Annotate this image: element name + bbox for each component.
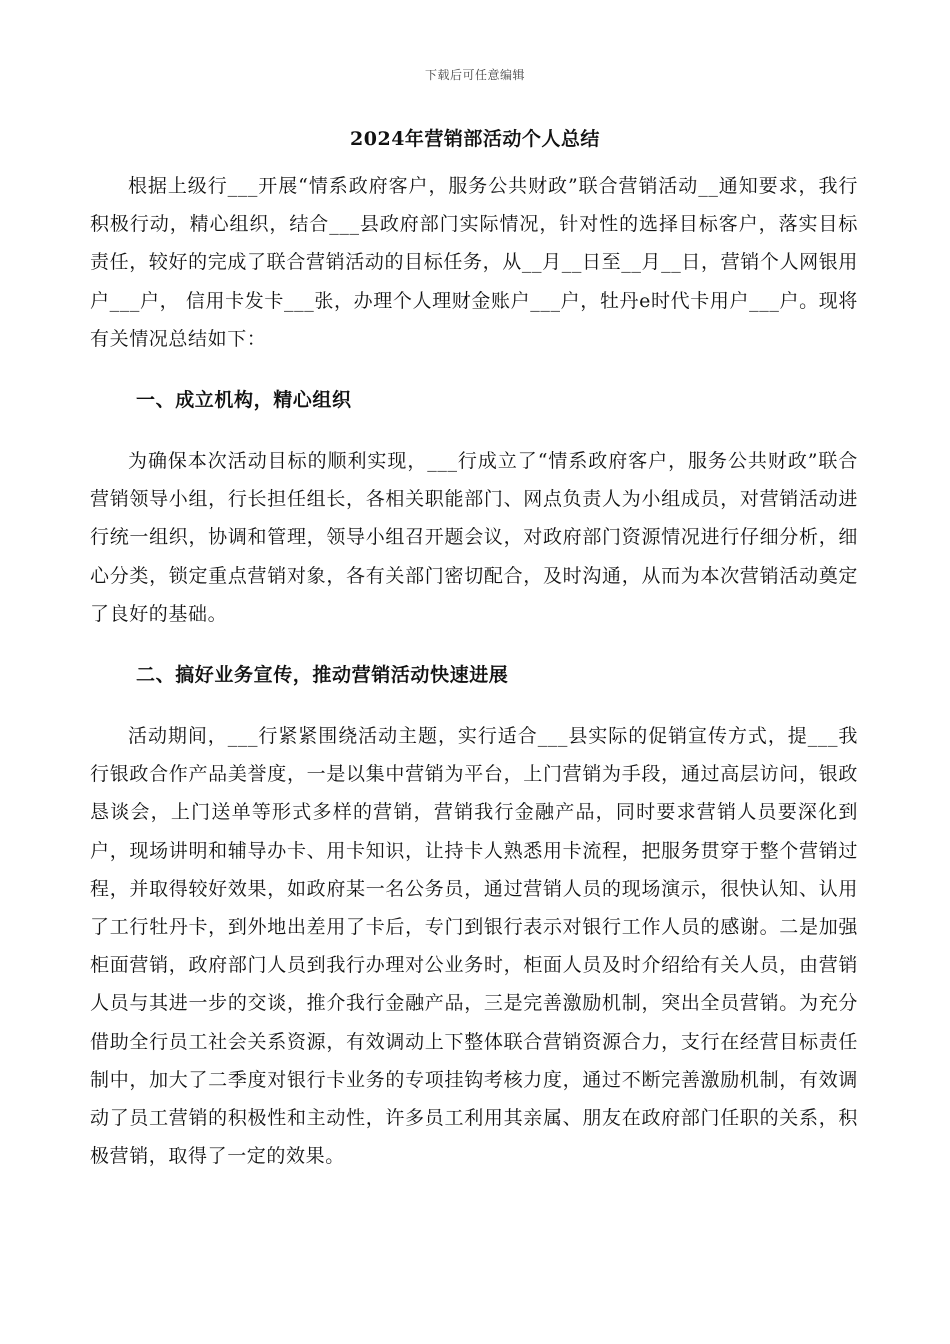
intro-paragraph: 根据上级行___开展“情系政府客户，服务公共财政”联合营销活动__通知要求，我行积极行动，精心组织，结合___县政府部门实际情况，针对性的选择目标客户，落实目标责任，较好的完成了联合营销活动的目标任务，从__月__日至__月__日，营销个人网银用户___户， 信用卡发卡___张，办理个人理财金账户___户，牡丹e时代卡用户___户。现将有关情况总结如下： <box>90 175 858 350</box>
spacer <box>90 694 858 717</box>
spacer <box>90 419 858 442</box>
section-1-paragraph: 为确保本次活动目标的顺利实现，___行成立了“情系政府客户，服务公共财政”联合营销领导小组，行长担任组长，各相关职能部门、网点负责人为小组成员，对营销活动进行统一组织，协调和管理，领导小组召开题会议，对政府部门资源情况进行仔细分析，细心分类，锁定重点营销对象，各有关部门密切配合，及时沟通，从而为本次营销活动奠定了良好的基础。 <box>90 450 858 625</box>
document-body <box>90 167 858 1175</box>
section-1-heading: 一、成立机构，精心组织 <box>136 389 352 412</box>
document-title: 2024年营销部活动个人总结 <box>350 128 600 150</box>
page-header-note: 下载后可任意编辑 <box>424 68 525 82</box>
section-2-heading: 二、搞好业务宣传，推动营销活动快速进展 <box>136 664 509 687</box>
section-2-paragraph: 活动期间，___行紧紧围绕活动主题，实行适合___县实际的促销宣传方式，提___我行银政合作产品美誉度，一是以集中营销为平台，上门营销为手段，通过高层访问，银政恳谈会，上门送单等形式多样的营销，营销我行金融产品，同时要求营销人员要深化到户，现场讲明和辅导办卡、用卡知识，让持卡人熟悉用卡流程，把服务贯穿于整个营销过程，并取得较好效果，如政府某一名公务员，通过营销人员的现场演示，很快认知、认用了工行牡丹卡，到外地出差用了卡后，专门到银行表示对银行工作人员的感谢。二是加强柜面营销，政府部门人员到我行办理对公业务时，柜面人员及时介绍给有关人员，由营销人员与其进一步的交谈，推介我行金融产品，三是完善激励机制，突出全员营销。为充分借助全行员工社会关系资源，有效调动上下整体联合营销资源合力，支行在经营目标责任制中，加大了二季度对银行卡业务的专项挂钩考核力度，通过不断完善激励机制，有效调动了员工营销的积极性和主动性，许多员工利用其亲属、朋友在政府部门任职的关系，积极营销，取得了一定的效果。 <box>90 725 858 1168</box>
spacer <box>90 358 858 381</box>
spacer <box>90 633 858 656</box>
